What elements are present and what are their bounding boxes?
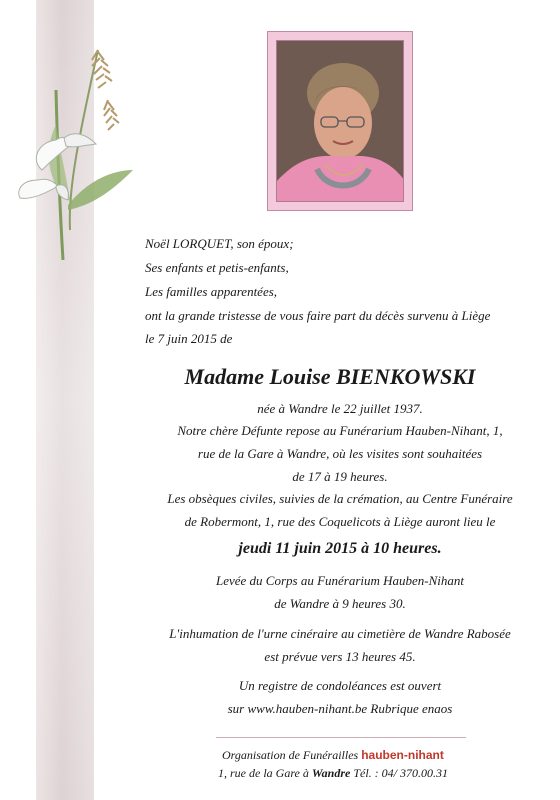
inhumation-line-2: est prévue vers 13 heures 45. (264, 649, 416, 664)
birth-line: née à Wandre le 22 juillet 1937. (257, 401, 423, 416)
portrait-photo (276, 40, 404, 202)
visit-line-2: rue de la Gare à Wandre, où les visites sont souhaitées (197, 446, 483, 461)
visit-line-1: Notre chère Défunte repose au Funérarium Hauben-Nihant, 1, (177, 423, 503, 438)
levee-line-1: Levée du Corps au Funérarium Hauben-Nihant (215, 573, 465, 588)
levee-line-2: de Wandre à 9 heures 30. (274, 596, 406, 611)
ceremony-date: jeudi 11 juin 2015 à 10 heures. (238, 540, 442, 557)
inhumation-line-1: L'inhumation de l'urne cinéraire au cimetière de Wandre Rabosée (169, 626, 511, 641)
portrait-frame (267, 31, 413, 211)
family-line-2: Ses enfants et petis-enfants, (145, 260, 289, 275)
ceremony-line-2: de Robermont, 1, rue des Coquelicots à Liège auront lieu le (184, 514, 496, 529)
footer-org-line (222, 747, 444, 763)
footer-divider (216, 737, 466, 738)
registry-line-2: sur www.hauben-nihant.be Rubrique enaos (227, 701, 453, 716)
brand-logo-text: hauben-nihant (361, 748, 444, 762)
intro-line-1: ont la grande tristesse de vous faire part du décès survenu à Liège (145, 308, 491, 323)
intro-line-2: le 7 juin 2015 de (145, 331, 233, 346)
footer-town: Wandre (311, 766, 351, 780)
footer-phone: Tél. : 04/ 370.00.31 (353, 766, 448, 780)
footer-address: 1, rue de la Gare à (218, 766, 309, 780)
registry-line-1: Un registre de condoléances est ouvert (238, 678, 442, 693)
calla-lily-icon (8, 30, 138, 260)
family-line-1: Noël LORQUET, son époux; (145, 236, 294, 251)
footer-org-label: Organisation de Funérailles (222, 748, 359, 762)
footer-address-line (218, 765, 448, 781)
deceased-name: Madame Louise BIENKOWSKI (184, 364, 476, 389)
visit-line-3: de 17 à 19 heures. (292, 469, 388, 484)
ceremony-line-1: Les obsèques civiles, suivies de la crémation, au Centre Funéraire (167, 491, 513, 506)
family-line-3: Les familles apparentées, (145, 284, 278, 299)
